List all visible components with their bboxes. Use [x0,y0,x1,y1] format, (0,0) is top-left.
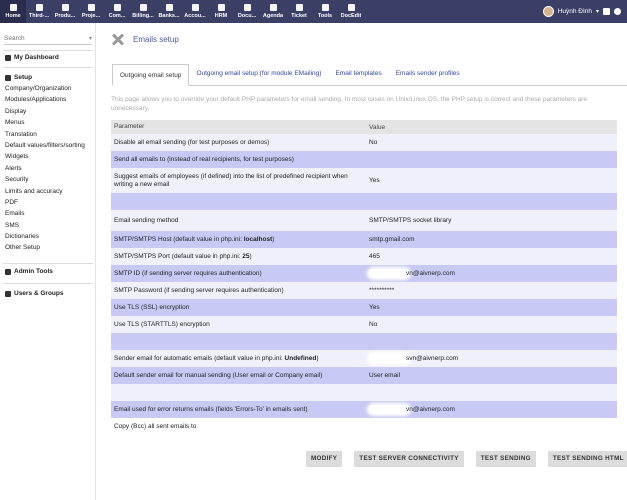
parameter-value [366,269,617,278]
nav-item-label: HRM [214,13,228,19]
sidebar-subitem[interactable]: Company/Organization [5,85,72,92]
parameter-label: Use TLS (SSL) encryption [114,303,190,311]
table-row [111,210,617,231]
parameter-text: Sender email for automatic emails (default value in php.ini: [114,354,285,362]
sidebar-subitem[interactable]: Security [5,176,29,184]
tab-0[interactable]: Outgoing email setup [112,64,189,86]
nav-item-label: Produ... [54,13,76,19]
nav-item-cube[interactable] [52,0,78,23]
nav-item-label: Agenda [262,13,284,19]
table-row [111,350,617,367]
parameters-table [111,120,617,435]
redacted-mask [369,269,409,278]
sidebar-subitem[interactable]: Dictionaries [5,233,39,241]
sidebar-item-admin-tools[interactable] [5,268,53,275]
sidebar-item-label: Admin Tools [14,268,53,275]
commerce-icon [114,4,121,11]
parameter-value: SMTP/SMTPS socket library [369,217,452,224]
sidebar-item-users-groups[interactable] [5,290,64,297]
nav-item-label: Home [5,13,21,19]
table-row [111,151,617,168]
modify-button[interactable]: MODIFY [306,451,342,467]
chevron-down-icon[interactable]: ▾ [88,36,92,42]
parameter-label [111,253,366,261]
divider [3,283,93,284]
nav-item-label: Tools [317,13,333,19]
parameter-label: Email used for error returns emails (fields 'Errors-To' in emails sent) [114,405,308,413]
parameter-text: ) [249,252,252,260]
table-header-row [111,120,617,134]
nav-item-document[interactable] [234,0,260,23]
parameter-value: ********** [369,287,395,294]
table-row [111,282,617,299]
nav-item-hrm[interactable] [208,0,234,23]
table-row [111,316,617,333]
cube-icon [62,4,69,11]
parameter-label: SMTP Password (if sending server requires authentication) [114,286,284,294]
search-box [4,33,92,45]
parameter-value [366,354,617,363]
tab-1[interactable]: Outgoing email setup (for module EMailing) [196,70,322,77]
parameter-value: No [369,139,378,146]
tab-2[interactable]: Email templates [335,70,382,77]
nav-item-building[interactable] [26,0,52,23]
home-icon [10,4,17,11]
building-icon [36,4,43,11]
parameter-value: Yes [369,304,380,311]
project-icon [88,4,95,11]
parameter-label [111,236,366,244]
table-row [111,384,617,401]
sidebar-subitem[interactable]: SMS [5,221,20,229]
hrm-icon [218,4,225,11]
parameter-value [366,405,617,414]
nav-item-ticket[interactable] [286,0,312,23]
page-header [109,31,179,47]
sidebar-item-label: My Dashboard [14,54,59,61]
table-row [111,299,617,316]
sidebar-subitem[interactable]: PDF [5,198,18,206]
nav-item-label: Accou... [184,13,206,19]
sidebar [0,23,96,500]
sidebar-item-my-dashboard[interactable] [5,54,59,61]
parameter-label: Use TLS (STARTTLS) encryption [114,320,210,328]
parameter-default-value: localhost [243,235,273,243]
test-sending-html-button[interactable]: TEST SENDING HTML [548,451,627,467]
main-content [96,23,627,500]
tab-3[interactable]: Emails sender profiles [395,70,460,77]
nav-item-label: Docu... [237,13,257,19]
parameter-value-text: vn@aivnerp.com [406,406,455,414]
admin-tools-icon [5,269,11,275]
sidebar-subitem[interactable]: Alerts [5,164,22,172]
nav-item-bank[interactable] [156,0,182,23]
parameter-label: Disable all email sending (for test purposes or demos) [114,138,270,146]
table-row [111,168,617,193]
table-row [111,193,617,210]
table-row [111,333,617,350]
table-row [111,134,617,151]
column-header: Parameter [114,123,145,130]
nav-item-label: DocEdit [340,13,362,19]
divider [3,263,93,264]
tools-icon [322,4,329,11]
parameter-label: SMTP ID (if sending server requires authentication) [114,269,262,277]
parameter-label: Send all emails to (instead of real recipients, for test purposes) [114,155,294,163]
table-row [111,231,617,248]
parameter-value: User email [369,372,401,379]
accounting-icon [192,4,199,11]
setup-submenu [5,83,95,254]
sidebar-item-label: Users & Groups [14,290,64,297]
parameter-label: Email sending method [114,216,179,224]
sidebar-subitem[interactable]: Display [5,107,27,115]
nav-item-accounting[interactable] [182,0,208,23]
action-buttons [306,451,627,467]
agenda-icon [270,4,277,11]
sidebar-item-label: Setup [14,74,33,81]
nav-item-label: Ticket [291,13,307,19]
sidebar-subitem[interactable]: Other Setup [5,244,41,252]
parameter-text: SMTP/SMTPS Host (default value in php.ini: [114,235,244,243]
redacted-mask [369,354,409,363]
tools-icon [109,31,125,47]
nav-item-label: Proje... [81,13,101,19]
parameter-text: ) [272,235,275,243]
document-icon [244,4,251,11]
docedit-icon [348,4,355,11]
parameter-default-value: Undefined [284,354,317,362]
sidebar-subitem[interactable]: Menus [5,119,25,127]
nav-item-label: Com... [108,13,126,19]
help-icon[interactable] [614,8,621,15]
sidebar-item-setup[interactable] [5,74,32,81]
table-row [111,418,617,435]
intro-text: This page allows you to override your default PHP parameters for email sending. In most cases on Unix/Linux OS, the PHP setup is correct and these parameters are unnecessary. [111,96,587,112]
table-row [111,367,617,384]
parameter-label: Suggest emails of employees (if defined) into the list of predefined recipient when writing a new email [114,172,348,188]
nav-item-billing[interactable] [130,0,156,23]
sidebar-subitem[interactable]: Emails [5,210,25,218]
dashboard-icon [5,55,11,61]
bank-icon [166,4,173,11]
parameter-label: Default sender email for manual sending (User email or Company email) [114,371,323,379]
parameter-label [111,355,366,363]
nav-item-docedit[interactable] [338,0,364,23]
parameter-text: ) [316,354,319,362]
nav-item-label: Banks... [158,13,180,19]
divider [3,67,93,68]
users-icon [5,291,11,297]
nav-item-home[interactable] [0,0,26,23]
user-name[interactable]: Huỳnh Đình [557,8,592,15]
sidebar-subitem[interactable]: Widgets [5,153,29,161]
wrench-icon [5,75,11,81]
ticket-icon [296,4,303,11]
sidebar-subitem[interactable]: Modules/Applications [5,96,67,104]
redacted-mask [369,405,409,414]
nav-item-commerce[interactable] [104,0,130,23]
sidebar-subitem[interactable]: Translation [5,130,37,138]
parameter-text: SMTP/SMTPS Port (default value in php.ini: [114,252,243,260]
page-title: Emails setup [133,34,179,44]
user-avatar[interactable] [543,6,554,17]
parameter-value-text: svn@aivnerp.com [406,355,459,363]
tab-bar [112,64,627,86]
test-server-connectivity-button[interactable]: TEST SERVER CONNECTIVITY [354,451,463,467]
table-row [111,248,617,265]
chevron-down-icon[interactable]: ▾ [595,9,599,15]
parameter-value: No [369,321,378,328]
billing-icon [140,4,147,11]
nav-item-agenda[interactable] [260,0,286,23]
nav-item-project[interactable] [78,0,104,23]
search-input[interactable] [4,35,78,42]
column-header: Value [369,123,386,131]
parameter-label: Copy (Bcc) all sent emails to [114,422,197,430]
nav-item-tools[interactable] [312,0,338,23]
sidebar-subitem[interactable]: Default values/filters/sorting [5,141,85,149]
top-menu [0,0,364,23]
user-area [543,0,621,23]
parameter-value: smtp.gmail.com [369,236,415,243]
test-sending-button[interactable]: TEST SENDING [476,451,536,467]
table-row [111,265,617,282]
nav-item-label: Third-... [28,13,50,19]
parameter-value: 465 [369,253,380,260]
printer-icon[interactable] [603,8,610,15]
top-navigation-bar [0,0,627,23]
divider [3,50,93,51]
parameter-value: Yes [369,177,380,184]
parameter-value-text: vn@aivnerp.com [406,270,455,278]
parameter-default-value: 25 [242,252,250,260]
nav-item-label: Billing... [132,13,154,19]
sidebar-subitem[interactable]: Limits and accuracy [5,187,63,195]
table-row [111,401,617,418]
